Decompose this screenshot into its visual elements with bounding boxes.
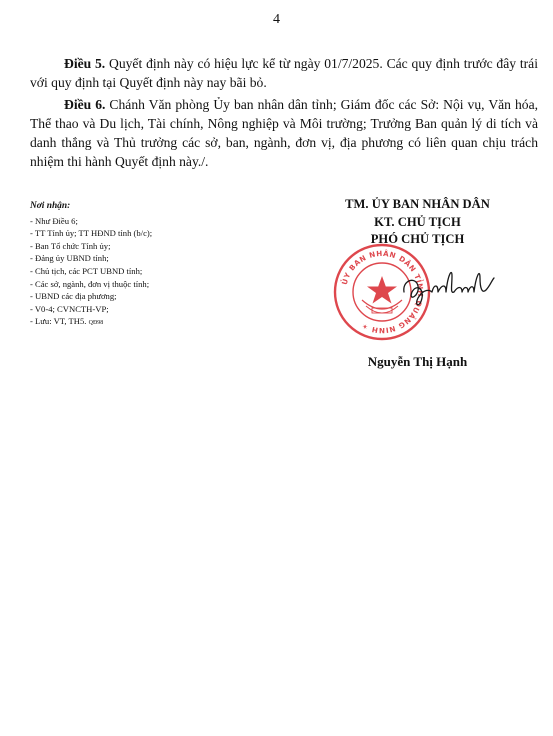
page-number: 4 <box>273 12 280 27</box>
authority-line-1: TM. ỦY BAN NHÂN DÂN <box>345 197 490 211</box>
article-6 <box>30 95 538 171</box>
recipient-item: - Các sở, ngành, đơn vị thuộc tỉnh; <box>30 278 150 289</box>
signature-authority-block <box>300 196 535 249</box>
handwritten-signature <box>398 262 498 310</box>
article-5-title: Điều 5. <box>64 56 106 71</box>
recipient-item: - TT Tỉnh ủy; TT HĐND tỉnh (b/c); <box>30 228 153 239</box>
recipient-item: - UBND các địa phương; <box>30 291 117 302</box>
recipient-item: - Ban Tổ chức Tỉnh ủy; <box>30 240 111 251</box>
authority-line-3: PHÓ CHỦ TỊCH <box>370 232 465 246</box>
recipient-item: - Đảng ủy UBND tỉnh; <box>30 253 109 264</box>
authority-line-2: KT. CHỦ TỊCH <box>374 214 461 229</box>
signer-name: Nguyễn Thị Hạnh <box>367 354 468 369</box>
recipient-item: - Như Điều 6; <box>30 215 78 226</box>
article-5-text: Quyết định này có hiệu lực kể từ ngày 01/7/2025. Các quy định trước đây trái với quy định tại Quyết định này nay bãi bỏ. <box>30 56 538 90</box>
article-6-text: Chánh Văn phòng Ủy ban nhân dân tỉnh; Giám đốc các Sở: Nội vụ, Văn hóa, Thể thao và Du lịch, Tài chính, Nông nghiệp và Môi trường; Trưởng Ban quản lý di tích và danh thắng và Thủ trưởng các sở, ban, ngành, đơn vị, địa phương có liên quan chịu trách nhiệm thi hành Quyết định này./. <box>30 97 539 169</box>
svg-text:ỦY BAN NHÂN DÂN TỈNH QUẢNG NIN: ỦY BAN NHÂN DÂN TỈNH QUẢNG NINH ✶ <box>339 248 426 336</box>
recipient-item: - Chủ tịch, các PCT UBND tỉnh; <box>30 265 143 276</box>
recipients-list <box>30 200 270 330</box>
recipient-suffix: QĐ98 <box>88 320 104 327</box>
article-6-title: Điều 6. <box>64 97 106 112</box>
recipient-item: - V0-4; CVNCTH-VP; <box>30 303 109 314</box>
recipients-heading: Nơi nhận: <box>30 201 71 211</box>
article-5 <box>30 54 538 92</box>
recipient-item: - Lưu: VT, TH5. QĐ98 <box>30 316 104 327</box>
